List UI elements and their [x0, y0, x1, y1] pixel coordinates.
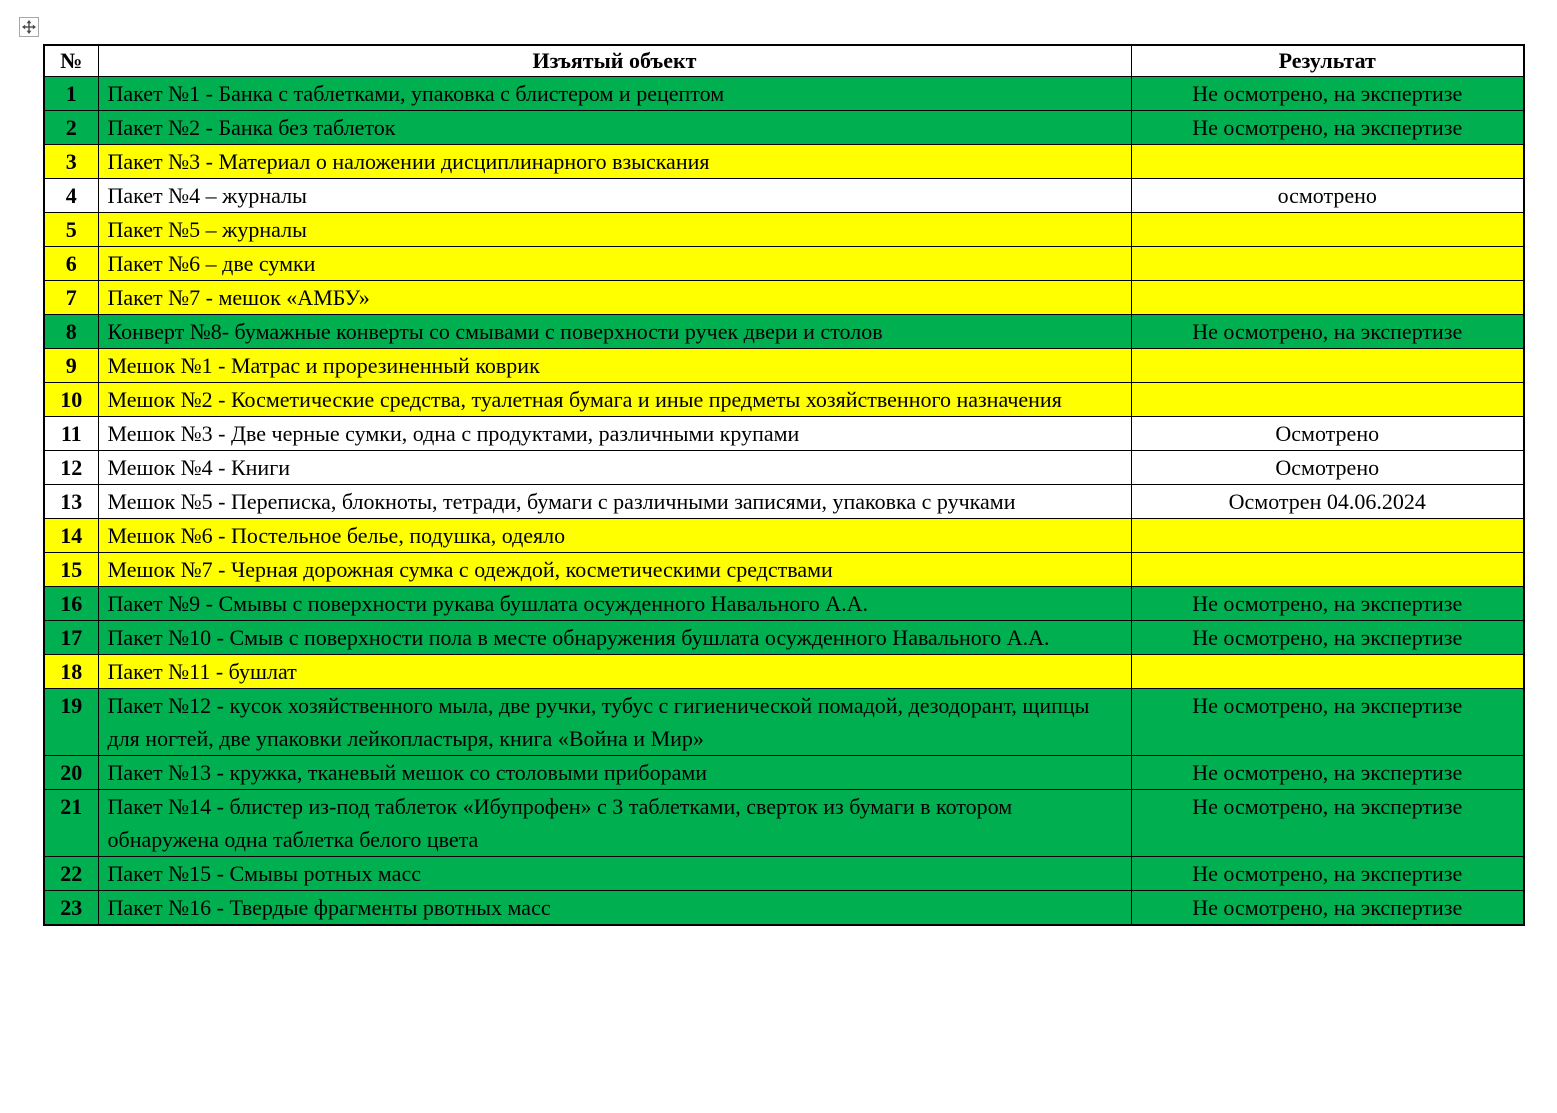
object-cell: Мешок №7 - Черная дорожная сумка с одеждой, косметическими средствами	[98, 553, 1131, 587]
object-cell: Пакет №5 – журналы	[98, 213, 1131, 247]
table-header-row	[44, 45, 1524, 77]
result-cell: Осмотрен 04.06.2024	[1131, 485, 1524, 519]
table-row	[44, 519, 1524, 553]
table-row	[44, 689, 1524, 756]
result-cell	[1131, 213, 1524, 247]
row-number-cell: 21	[44, 790, 98, 857]
row-number-cell: 16	[44, 587, 98, 621]
row-number-cell: 2	[44, 111, 98, 145]
table-row	[44, 213, 1524, 247]
row-number-cell: 20	[44, 756, 98, 790]
table-move-handle-icon	[22, 20, 36, 34]
table-row	[44, 655, 1524, 689]
object-cell: Пакет №1 - Банка с таблетками, упаковка с блистером и рецептом	[98, 77, 1131, 111]
result-cell: Не осмотрено, на экспертизе	[1131, 587, 1524, 621]
result-cell	[1131, 349, 1524, 383]
table-row	[44, 281, 1524, 315]
result-cell: Не осмотрено, на экспертизе	[1131, 621, 1524, 655]
object-cell: Мешок №2 - Косметические средства, туалетная бумага и иные предметы хозяйственного назначения	[98, 383, 1131, 417]
row-number-cell: 7	[44, 281, 98, 315]
object-cell: Мешок №6 - Постельное белье, подушка, одеяло	[98, 519, 1131, 553]
table-move-handle[interactable]	[19, 17, 39, 37]
object-cell: Пакет №6 – две сумки	[98, 247, 1131, 281]
row-number-cell: 22	[44, 857, 98, 891]
result-cell: Не осмотрено, на экспертизе	[1131, 790, 1524, 857]
result-cell	[1131, 553, 1524, 587]
object-cell: Мешок №3 - Две черные сумки, одна с продуктами, различными крупами	[98, 417, 1131, 451]
result-cell: осмотрено	[1131, 179, 1524, 213]
result-cell: Не осмотрено, на экспертизе	[1131, 756, 1524, 790]
result-cell: Осмотрено	[1131, 451, 1524, 485]
row-number-cell: 4	[44, 179, 98, 213]
row-number-cell: 12	[44, 451, 98, 485]
result-cell	[1131, 281, 1524, 315]
row-number-cell: 5	[44, 213, 98, 247]
result-cell	[1131, 519, 1524, 553]
result-cell	[1131, 383, 1524, 417]
table-row	[44, 111, 1524, 145]
row-number-cell: 8	[44, 315, 98, 349]
column-header-result: Результат	[1131, 45, 1524, 77]
table-row	[44, 756, 1524, 790]
table-body	[44, 77, 1524, 926]
object-cell: Пакет №4 – журналы	[98, 179, 1131, 213]
result-cell: Не осмотрено, на экспертизе	[1131, 857, 1524, 891]
row-number-cell: 15	[44, 553, 98, 587]
table-row	[44, 349, 1524, 383]
result-cell: Осмотрено	[1131, 417, 1524, 451]
column-header-number: №	[44, 45, 98, 77]
result-cell: Не осмотрено, на экспертизе	[1131, 891, 1524, 926]
row-number-cell: 13	[44, 485, 98, 519]
row-number-cell: 9	[44, 349, 98, 383]
object-cell: Конверт №8- бумажные конверты со смывами с поверхности ручек двери и столов	[98, 315, 1131, 349]
table-row	[44, 857, 1524, 891]
table-row	[44, 790, 1524, 857]
table-row	[44, 383, 1524, 417]
object-cell: Мешок №1 - Матрас и прорезиненный коврик	[98, 349, 1131, 383]
row-number-cell: 6	[44, 247, 98, 281]
table-row	[44, 417, 1524, 451]
seized-objects-table	[43, 44, 1525, 926]
table-row	[44, 315, 1524, 349]
row-number-cell: 10	[44, 383, 98, 417]
row-number-cell: 14	[44, 519, 98, 553]
object-cell: Пакет №3 - Материал о наложении дисциплинарного взыскания	[98, 145, 1131, 179]
table-row	[44, 891, 1524, 926]
object-cell: Пакет №12 - кусок хозяйственного мыла, две ручки, тубус с гигиенической помадой, дезодорант, щипцы для ногтей, две упаковки лейкопластыря, книга «Война и Мир»	[98, 689, 1131, 756]
object-cell: Мешок №4 - Книги	[98, 451, 1131, 485]
object-cell: Пакет №11 - бушлат	[98, 655, 1131, 689]
table-row	[44, 553, 1524, 587]
column-header-object: Изъятый объект	[98, 45, 1131, 77]
object-cell: Пакет №7 - мешок «АМБУ»	[98, 281, 1131, 315]
table-row	[44, 145, 1524, 179]
table-row	[44, 587, 1524, 621]
table-row	[44, 77, 1524, 111]
object-cell: Пакет №14 - блистер из-под таблеток «Ибупрофен» с 3 таблетками, сверток из бумаги в котором обнаружена одна таблетка белого цвета	[98, 790, 1131, 857]
row-number-cell: 23	[44, 891, 98, 926]
row-number-cell: 19	[44, 689, 98, 756]
table-row	[44, 451, 1524, 485]
table-row	[44, 247, 1524, 281]
object-cell: Пакет №10 - Смыв с поверхности пола в месте обнаружения бушлата осужденного Навального А.А.	[98, 621, 1131, 655]
result-cell	[1131, 247, 1524, 281]
object-cell: Пакет №15 - Смывы ротных масс	[98, 857, 1131, 891]
object-cell: Пакет №16 - Твердые фрагменты рвотных масс	[98, 891, 1131, 926]
table-row	[44, 485, 1524, 519]
object-cell: Пакет №2 - Банка без таблеток	[98, 111, 1131, 145]
row-number-cell: 11	[44, 417, 98, 451]
object-cell: Пакет №13 - кружка, тканевый мешок со столовыми приборами	[98, 756, 1131, 790]
result-cell: Не осмотрено, на экспертизе	[1131, 689, 1524, 756]
row-number-cell: 3	[44, 145, 98, 179]
result-cell: Не осмотрено, на экспертизе	[1131, 111, 1524, 145]
result-cell	[1131, 145, 1524, 179]
object-cell: Мешок №5 - Переписка, блокноты, тетради, бумаги с различными записями, упаковка с ручками	[98, 485, 1131, 519]
row-number-cell: 1	[44, 77, 98, 111]
result-cell: Не осмотрено, на экспертизе	[1131, 77, 1524, 111]
row-number-cell: 18	[44, 655, 98, 689]
object-cell: Пакет №9 - Смывы с поверхности рукава бушлата осужденного Навального А.А.	[98, 587, 1131, 621]
table-row	[44, 621, 1524, 655]
result-cell: Не осмотрено, на экспертизе	[1131, 315, 1524, 349]
table-row	[44, 179, 1524, 213]
row-number-cell: 17	[44, 621, 98, 655]
result-cell	[1131, 655, 1524, 689]
